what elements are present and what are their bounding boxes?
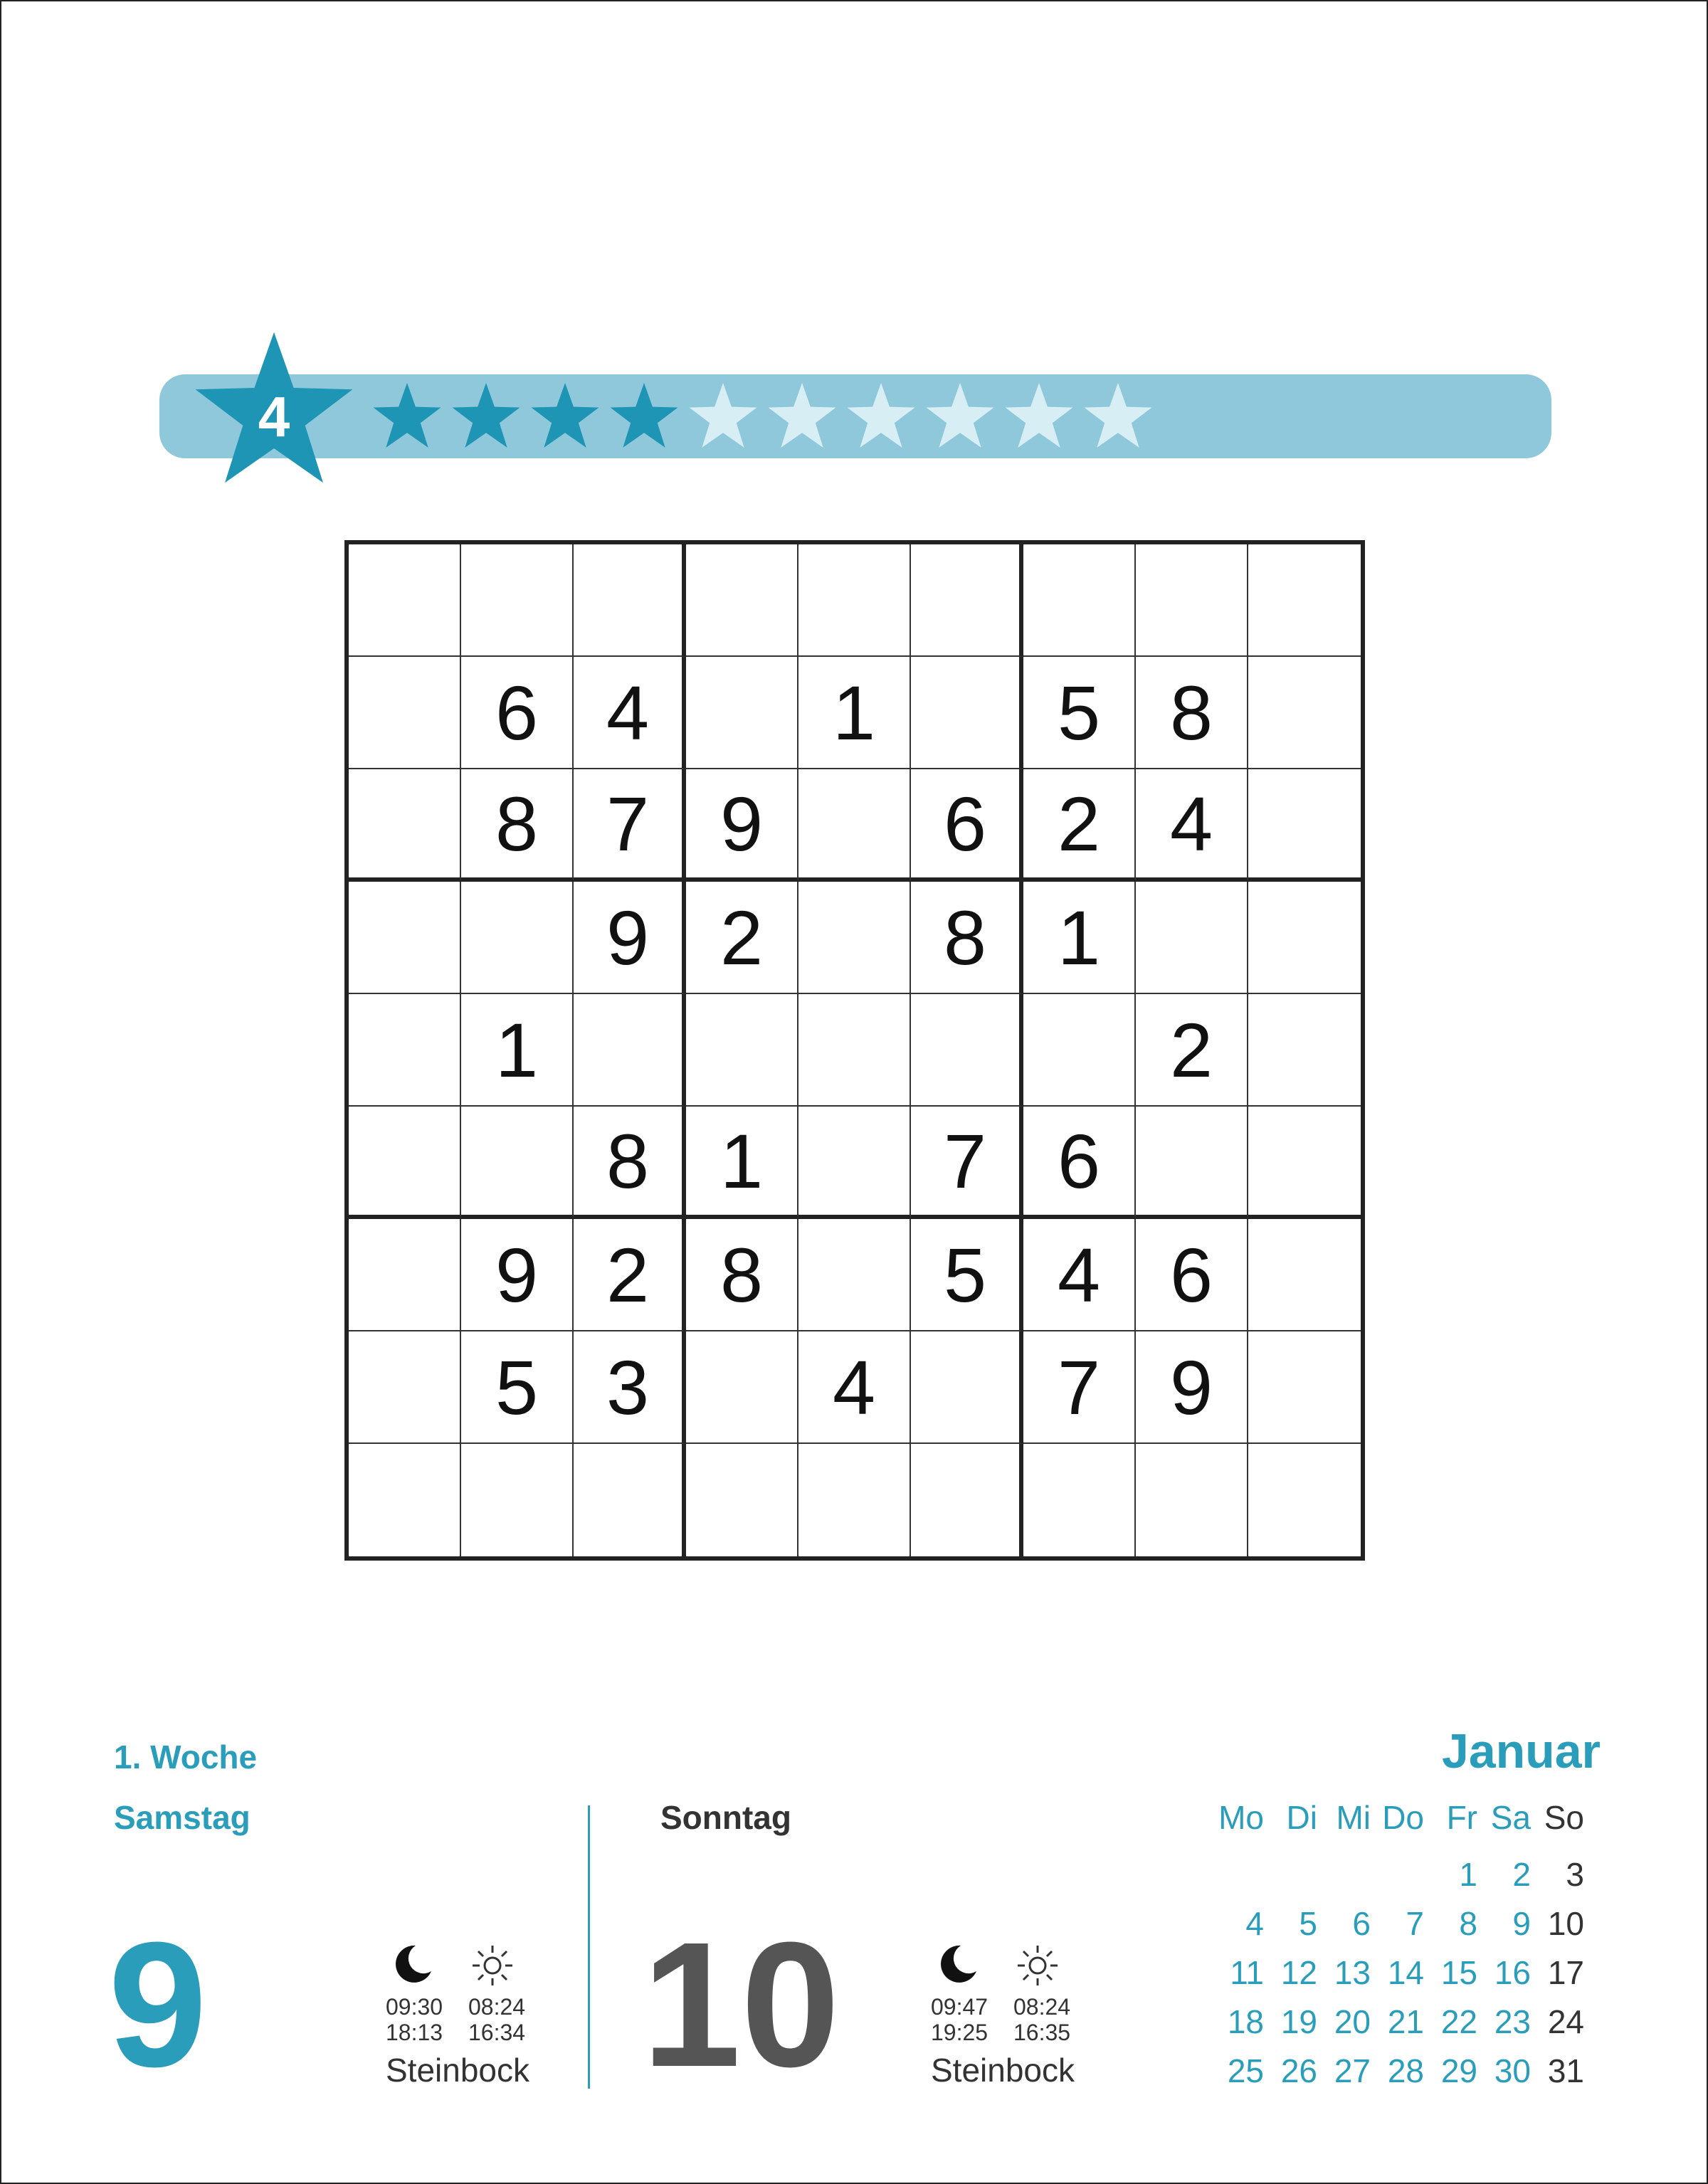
sudoku-cell[interactable]: 6 (461, 657, 574, 769)
sudoku-cell[interactable]: 4 (798, 1331, 911, 1444)
weekday-header: So (1544, 1799, 1584, 1836)
sudoku-grid (344, 540, 1365, 1561)
sudoku-cell[interactable] (686, 544, 798, 657)
sudoku-cell[interactable] (911, 1444, 1023, 1556)
calendar-day: 10 (1547, 1905, 1584, 1942)
sudoku-cell[interactable]: 2 (574, 1219, 686, 1331)
zodiac-sign: Steinbock (386, 2052, 530, 2089)
calendar-day: 28 (1387, 2052, 1424, 2089)
calendar-day: 30 (1494, 2052, 1531, 2089)
sun-set-time: 16:34 (468, 2020, 526, 2045)
calendar-day: 20 (1334, 2003, 1371, 2040)
sudoku-cell[interactable]: 1 (798, 657, 911, 769)
sudoku-cell[interactable] (1248, 1107, 1361, 1219)
calendar-day: 11 (1230, 1954, 1264, 1991)
sudoku-cell[interactable] (911, 1331, 1023, 1444)
sudoku-cell[interactable] (349, 544, 461, 657)
star-filled-icon (608, 383, 680, 450)
calendar-day: 3 (1566, 1856, 1584, 1893)
sudoku-cell[interactable] (1248, 657, 1361, 769)
weekday-header: Di (1286, 1799, 1317, 1836)
weekday-header: Sa (1490, 1799, 1531, 1836)
week-label: 1. Woche (114, 1739, 258, 1776)
sudoku-cell[interactable] (686, 1444, 798, 1556)
sun-rise-time: 08:24 (468, 1994, 526, 2020)
difficulty-stars (371, 383, 1161, 450)
moon-icon (937, 1943, 979, 1985)
moon-set-time: 19:25 (931, 2020, 989, 2045)
zodiac-sign: Steinbock (931, 2052, 1075, 2089)
weekday-header: Fr (1446, 1799, 1477, 1836)
sudoku-cell[interactable] (1248, 544, 1361, 657)
sudoku-cell[interactable] (1248, 882, 1361, 994)
sudoku-cell[interactable]: 5 (911, 1219, 1023, 1331)
sudoku-cell[interactable]: 5 (461, 1331, 574, 1444)
calendar-day: 1 (1459, 1856, 1477, 1893)
star-filled-icon (371, 383, 443, 450)
sudoku-cell[interactable] (798, 882, 911, 994)
calendar-day: 31 (1547, 2052, 1584, 2089)
sudoku-cell[interactable] (911, 994, 1023, 1107)
sudoku-cell[interactable]: 9 (461, 1219, 574, 1331)
calendar-day: 21 (1387, 2003, 1424, 2040)
sudoku-cell[interactable] (461, 1444, 574, 1556)
sudoku-cell[interactable] (349, 1444, 461, 1556)
calendar-day: 12 (1280, 1954, 1317, 1991)
sudoku-cell[interactable]: 8 (911, 882, 1023, 994)
sudoku-cell[interactable]: 2 (1023, 769, 1136, 882)
weekday-header: Mo (1218, 1799, 1264, 1836)
day-name-saturday: Samstag (114, 1799, 251, 1836)
sudoku-cell[interactable] (349, 1219, 461, 1331)
sudoku-cell[interactable] (349, 769, 461, 882)
sudoku-cell[interactable] (1248, 1219, 1361, 1331)
calendar-day: 29 (1440, 2052, 1477, 2089)
calendar-day: 5 (1299, 1905, 1317, 1942)
sudoku-cell[interactable]: 7 (1023, 1331, 1136, 1444)
sudoku-cell[interactable] (1248, 769, 1361, 882)
sudoku-cell[interactable]: 1 (686, 1107, 798, 1219)
star-filled-icon (450, 383, 522, 450)
sudoku-cell[interactable] (798, 544, 911, 657)
sudoku-cell[interactable] (1248, 994, 1361, 1107)
calendar-day: 15 (1440, 1954, 1477, 1991)
sudoku-cell[interactable] (798, 1107, 911, 1219)
sudoku-cell[interactable]: 9 (686, 769, 798, 882)
day-number-sunday: 10 (642, 1905, 840, 2104)
sudoku-cell[interactable] (686, 1331, 798, 1444)
sudoku-cell[interactable]: 7 (574, 769, 686, 882)
sudoku-cell[interactable]: 9 (1136, 1331, 1248, 1444)
sudoku-cell[interactable]: 4 (1023, 1219, 1136, 1331)
sudoku-cell[interactable] (461, 882, 574, 994)
calendar-day: 22 (1440, 2003, 1477, 2040)
mini-calendar-month: Januar (1442, 1724, 1601, 1778)
star-empty-icon (766, 383, 838, 450)
sudoku-cell[interactable] (349, 657, 461, 769)
star-empty-icon (1003, 383, 1075, 450)
sudoku-cell[interactable] (911, 544, 1023, 657)
sudoku-cell[interactable]: 7 (911, 1107, 1023, 1219)
star-empty-icon (687, 383, 759, 450)
sudoku-cell[interactable] (686, 994, 798, 1107)
sudoku-cell[interactable] (1136, 1444, 1248, 1556)
calendar-day: 9 (1512, 1905, 1531, 1942)
sudoku-cell[interactable]: 4 (574, 657, 686, 769)
sun-rise-time: 08:24 (1013, 1994, 1071, 2020)
sudoku-cell[interactable] (461, 1107, 574, 1219)
sudoku-cell[interactable]: 5 (1023, 657, 1136, 769)
calendar-day: 13 (1334, 1954, 1371, 1991)
sun-icon (470, 1943, 515, 1988)
sudoku-cell[interactable] (1136, 544, 1248, 657)
day-number-saturday: 9 (108, 1905, 208, 2104)
weekday-header: Do (1382, 1799, 1424, 1836)
sudoku-cell[interactable]: 2 (686, 882, 798, 994)
star-empty-icon (1082, 383, 1154, 450)
sun-icon (1015, 1943, 1060, 1988)
sudoku-cell[interactable] (686, 657, 798, 769)
sudoku-cell[interactable] (349, 1107, 461, 1219)
sudoku-cell[interactable]: 6 (911, 769, 1023, 882)
sudoku-cell[interactable] (1023, 544, 1136, 657)
calendar-day: 16 (1494, 1954, 1531, 1991)
calendar-day: 24 (1547, 2003, 1584, 2040)
calendar-day: 14 (1387, 1954, 1424, 1991)
weekday-header: Mi (1336, 1799, 1371, 1836)
sudoku-cell[interactable]: 8 (574, 1107, 686, 1219)
star-empty-icon (924, 383, 996, 450)
sudoku-cell[interactable]: 4 (1136, 769, 1248, 882)
sudoku-cell[interactable]: 8 (1136, 657, 1248, 769)
sudoku-cell[interactable]: 1 (1023, 882, 1136, 994)
sudoku-cell[interactable] (574, 544, 686, 657)
sudoku-cell[interactable]: 8 (461, 769, 574, 882)
day-name-sunday: Sonntag (660, 1799, 791, 1836)
calendar-day: 27 (1334, 2052, 1371, 2089)
sudoku-cell[interactable]: 1 (461, 994, 574, 1107)
moon-rise-time: 09:30 (386, 1994, 443, 2020)
calendar-day: 25 (1227, 2052, 1264, 2089)
calendar-day: 17 (1547, 1954, 1584, 1991)
sudoku-cell[interactable]: 2 (1136, 994, 1248, 1107)
sudoku-cell[interactable] (349, 882, 461, 994)
moon-rise-time: 09:47 (931, 1994, 989, 2020)
sudoku-cell[interactable] (798, 994, 911, 1107)
calendar-day: 23 (1494, 2003, 1531, 2040)
sudoku-cell[interactable]: 3 (574, 1331, 686, 1444)
sudoku-cell[interactable] (1248, 1444, 1361, 1556)
star-filled-icon (529, 383, 601, 450)
sudoku-cell[interactable] (798, 769, 911, 882)
calendar-day: 6 (1352, 1905, 1371, 1942)
sudoku-cell[interactable] (911, 657, 1023, 769)
calendar-day: 2 (1512, 1856, 1531, 1893)
calendar-day: 18 (1227, 2003, 1264, 2040)
sudoku-cell[interactable] (1136, 1107, 1248, 1219)
sudoku-cell[interactable] (1248, 1331, 1361, 1444)
sudoku-cell[interactable]: 6 (1136, 1219, 1248, 1331)
calendar-day: 4 (1245, 1905, 1264, 1942)
difficulty-level-number: 4 (258, 385, 290, 448)
sudoku-cell[interactable] (1023, 994, 1136, 1107)
sudoku-cell[interactable] (1023, 1444, 1136, 1556)
calendar-day: 19 (1280, 2003, 1317, 2040)
sudoku-cell[interactable] (461, 544, 574, 657)
sudoku-cell[interactable] (349, 994, 461, 1107)
sudoku-cell[interactable] (798, 1444, 911, 1556)
calendar-day: 7 (1406, 1905, 1424, 1942)
sudoku-cell[interactable] (1136, 882, 1248, 994)
day-divider (588, 1805, 590, 2089)
sudoku-cell[interactable] (798, 1219, 911, 1331)
sudoku-cell[interactable] (349, 1331, 461, 1444)
sudoku-cell[interactable]: 8 (686, 1219, 798, 1331)
sudoku-cell[interactable]: 6 (1023, 1107, 1136, 1219)
moon-set-time: 18:13 (386, 2020, 443, 2045)
calendar-day: 8 (1459, 1905, 1477, 1942)
star-empty-icon (845, 383, 917, 450)
sun-set-time: 16:35 (1013, 2020, 1071, 2045)
sudoku-cell[interactable] (574, 994, 686, 1107)
moon-icon (391, 1943, 434, 1985)
sudoku-cell[interactable]: 9 (574, 882, 686, 994)
calendar-day: 26 (1280, 2052, 1317, 2089)
sudoku-cell[interactable] (574, 1444, 686, 1556)
